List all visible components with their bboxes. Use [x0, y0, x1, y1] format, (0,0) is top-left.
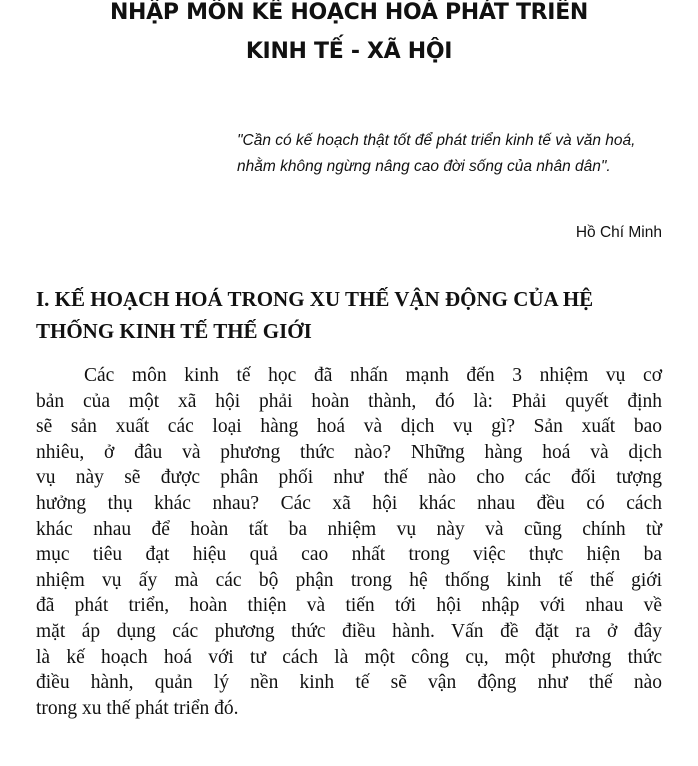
paragraph-line: hưởng thụ khác nhau? Các xã hội khác nhau đều có cách [36, 492, 662, 514]
paragraph-line: sẽ sản xuất các loại hàng hoá và dịch vụ gì? Sản xuất bao [36, 416, 662, 438]
paragraph-line: mặt áp dụng các phương thức điều hành. Vấn đề đặt ra ở đây [36, 620, 662, 642]
chapter-title-line-2: KINH TẾ - XÃ HỘI [245, 39, 453, 64]
paragraph-line: vụ này sẽ được phân phối như thế nào cho các đối tượng [36, 467, 662, 489]
epigraph-quote: "Cần có kế hoạch thật tốt để phát triển kinh tế và văn hoá, nhằm không ngừng nâng cao đời sống của nhân dân". [237, 132, 636, 175]
paragraph-line: khác nhau để hoàn tất ba nhiệm vụ này và cũng chính từ [36, 518, 662, 540]
paragraph-line: trong xu thế phát triển đó. [36, 697, 239, 719]
paragraph-line: đã phát triển, hoàn thiện và tiến tới hội nhập với nhau về [36, 595, 662, 617]
chapter-title-line-1: NHẬP MÔN KẾ HOẠCH HOÁ PHÁT TRIỂN [109, 0, 589, 25]
section-paragraph [36, 363, 662, 721]
paragraph-line: mục tiêu đạt hiệu quả cao nhất trong việc thực hiện ba [36, 544, 662, 566]
paragraph-line: Các môn kinh tế học đã nhấn mạnh đến 3 nhiệm vụ cơ [84, 365, 662, 386]
epigraph-author: Hồ Chí Minh [575, 224, 662, 241]
paragraph-line: bản của một xã hội phải hoàn thành, đó là: Phải quyết định [36, 390, 662, 412]
paragraph-line: nhiệm vụ ấy mà các bộ phận trong hệ thống kinh tế thế giới [36, 569, 662, 591]
paragraph-line: nhiêu, ở đâu và phương thức nào? Những hàng hoá và dịch [36, 441, 662, 463]
paragraph-line: là kế hoạch hoá với tư cách là một công cụ, một phương thức [36, 646, 662, 668]
section-heading: I. KẾ HOẠCH HOÁ TRONG XU THẾ VẬN ĐỘNG CỦA HỆ THỐNG KINH TẾ THẾ GIỚI [36, 287, 594, 343]
paragraph-line: điều hành, quản lý nền kinh tế sẽ vận động như thế nào [36, 672, 662, 694]
